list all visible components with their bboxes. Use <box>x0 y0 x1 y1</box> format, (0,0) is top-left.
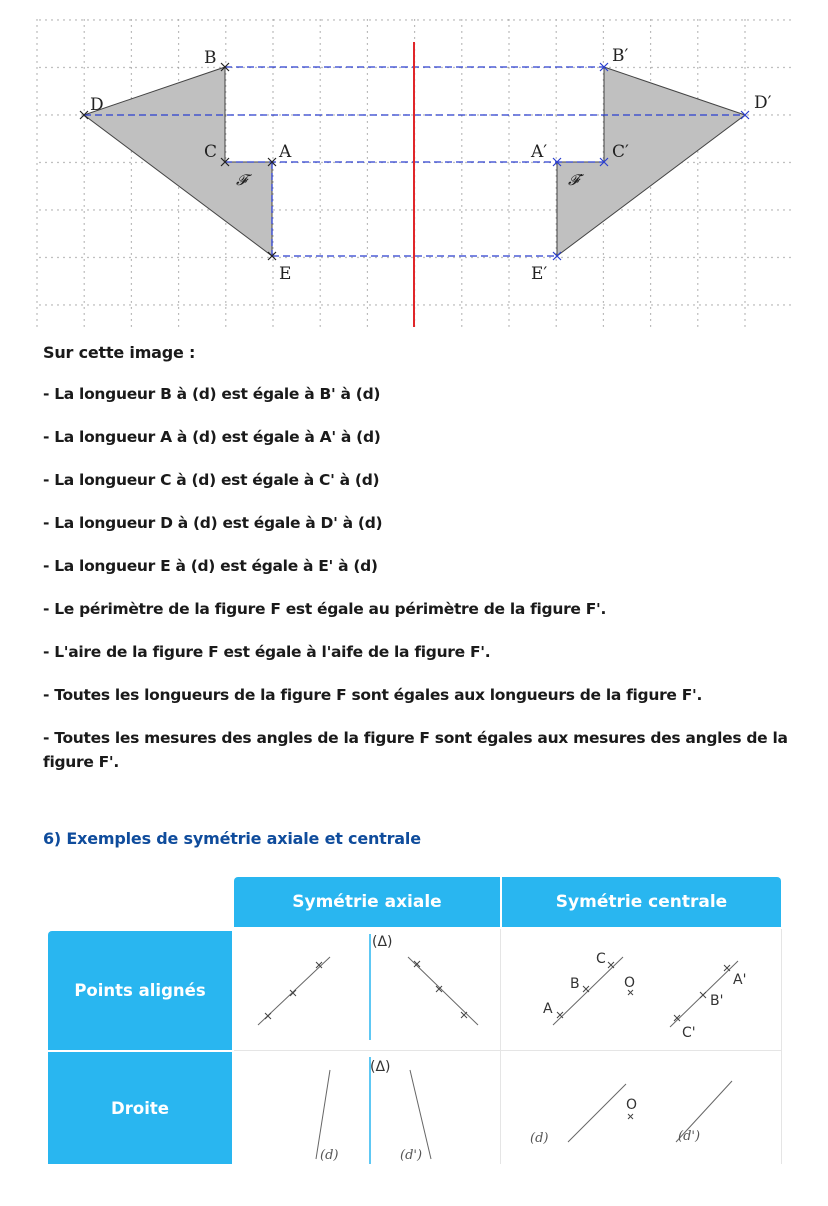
header-central: Symétrie centrale <box>502 877 781 927</box>
delta-label-1: (Δ) <box>372 934 393 950</box>
shape-f-prime <box>557 67 745 256</box>
delta-label-2: (Δ) <box>370 1059 391 1075</box>
label-a: A <box>279 142 292 162</box>
explanation-text <box>43 343 803 793</box>
explanation-line: - La longueur E à (d) est égale à E' à (d) <box>43 557 378 575</box>
label-shape-f-prime: 𝓕′ <box>568 171 583 189</box>
label-a-table: A <box>543 1001 553 1017</box>
explanation-line: - Toutes les mesures des angles de la figure F sont égales aux mesures des angles de la figure F'. <box>43 729 788 771</box>
label-e-prime: E′ <box>531 264 548 284</box>
explanation-line: - La longueur A à (d) est égale à A' à (d) <box>43 428 381 446</box>
explanation-line: - Toutes les longueurs de la figure F sont égales aux longueurs de la figure F'. <box>43 686 703 704</box>
explanation-line: - L'aire de la figure F est égale à l'aife de la figure F'. <box>43 643 491 661</box>
label-b-table: B <box>570 976 580 992</box>
axial-point-marks <box>265 961 467 1019</box>
explanation-heading: Sur cette image : <box>43 343 196 362</box>
section-title: 6) Exemples de symétrie axiale et centrale <box>43 829 421 848</box>
label-b-prime: B′ <box>612 46 629 66</box>
label-o-table: O <box>624 975 636 991</box>
explanation-line: - La longueur D à (d) est égale à D' à (d) <box>43 514 383 532</box>
shape-f <box>84 67 272 256</box>
explanation-line: - La longueur B à (d) est égale à B' à (d) <box>43 385 381 403</box>
label-e: E <box>279 264 292 284</box>
label-d-prime-central: (d') <box>678 1129 701 1144</box>
explanation-line: - Le périmètre de la figure F est égale au périmètre de la figure F'. <box>43 600 607 618</box>
label-d: D <box>90 95 104 115</box>
label-d-prime-axial: (d') <box>400 1148 423 1163</box>
label-d-prime: D′ <box>754 93 772 113</box>
label-c-prime-table: C' <box>682 1025 696 1041</box>
header-axial: Symétrie axiale <box>234 877 500 927</box>
label-b-prime-table: B' <box>710 993 724 1009</box>
label-o-table-2: O <box>626 1097 638 1113</box>
label-d-central: (d) <box>530 1131 549 1146</box>
row-head-line: Droite <box>48 1052 232 1164</box>
label-d-axial: (d) <box>320 1148 339 1163</box>
symmetry-figure <box>0 0 828 335</box>
label-c: C <box>204 142 218 162</box>
examples-table <box>48 877 781 1164</box>
label-a-prime: A′ <box>531 142 548 162</box>
label-c-table: C <box>596 951 606 967</box>
label-shape-f: 𝓕 <box>236 171 248 189</box>
label-b: B <box>204 48 217 68</box>
label-c-prime: C′ <box>612 142 629 162</box>
table-drawings <box>48 877 781 1164</box>
explanation-line: - La longueur C à (d) est égale à C' à (d) <box>43 471 380 489</box>
label-a-prime-table: A' <box>733 972 747 988</box>
central-point-marks <box>557 962 730 1021</box>
row-head-points: Points alignés <box>48 931 232 1050</box>
